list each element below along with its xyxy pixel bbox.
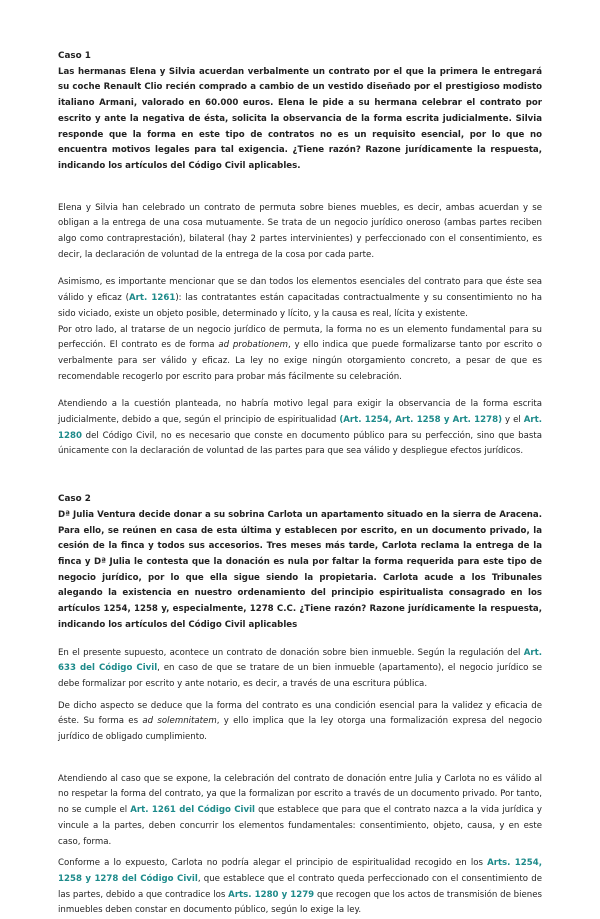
text-segment: , y ello indica que puede formalizarse tanto por escrito o verbalmente para ser válido y eficaz. La ley no exige ningún otorgamiento concreto, a pesar de que es recomendable recogerlo por escrito para probar más fácilmente su celebración. [58, 340, 543, 382]
article-link[interactable]: Arts. 1280 y 1279 [228, 889, 315, 900]
caso1-paragraph-3 [58, 323, 542, 386]
text-segment: En el presente supuesto, acontece un contrato de donación sobre bien inmueble. Según la regulación del [58, 647, 524, 658]
text-segment: que recogen que los actos de transmisión de bienes inmuebles deben constar en documento público, según lo exige la ley. [58, 889, 543, 916]
text-segment: , en caso de que se tratare de un bien inmueble (apartamento), el negocio jurídico se debe formalizar por escrito y ante notario, es decir, a través de una escritura pública. [58, 663, 542, 689]
text-segment: Asimismo, es importante mencionar que se dan todos los elementos esenciales del contrato para que éste sea válido y eficaz ( [58, 277, 542, 304]
article-link[interactable]: Art. 1261 del Código Civil [130, 805, 255, 816]
caso2-title: Caso 2 [58, 494, 91, 505]
text-segment: y el [502, 415, 524, 426]
caso1-title: Caso 1 [58, 51, 91, 61]
article-link[interactable]: Art. 633 del Código Civil [58, 647, 542, 674]
document-content [58, 49, 542, 919]
text-segment: , que establece que el contrato queda perfeccionado con el consentimiento de las partes, debido a que contradice los [58, 873, 543, 900]
text-segment: Por otro lado, al tratarse de un negocio jurídico de permuta, la forma no es un elemento fundamental para su perfección. El contrato es de forma [58, 324, 542, 351]
caso1-paragraph-2 [58, 275, 542, 322]
article-link[interactable]: (Art. 1254, Art. 1258 y Art. 1278) [339, 415, 503, 426]
text-segment: que establece que para que el contrato nazca a la vida jurídica y vincule a la partes, deben concurrir los elementos fundamentales: consentimiento, objeto, causa, y en este caso, forma. [58, 805, 543, 847]
text-segment: Atendiendo al caso que se expone, la celebración del contrato de donación entre Julia y Carlota no es válido al no respetar la forma del contrato, ya que la formalizan por escrito a través de un documento privado. Por tanto, no se cumple el [58, 773, 542, 816]
caso1-paragraph-4 [58, 397, 542, 460]
text-segment: De dicho aspecto se deduce que la forma del contrato es una condición esencial para la validez y eficacia de éste. Su forma es [58, 700, 542, 727]
caso2-paragraph-3 [58, 772, 542, 851]
emphasis-text: ad probationem [218, 340, 288, 351]
article-link[interactable]: Arts. 1254, 1258 y 1278 del Código Civil [58, 858, 542, 884]
caso1-paragraph-1: Elena y Silvia han celebrado un contrato de permuta sobre bienes muebles, es decir, ambas acuerdan y se obligan a la entrega de una cosa mutuamente. Se trata de un negocio jurídico oneroso (ambas partes reciben algo como contraprestación), bilateral (hay 2 partes intervinientes) y perfeccionado con el consentimiento, es decir, la declaración de voluntad de la entrega de la cosa por cada parte. [58, 202, 542, 260]
caso2-paragraph-4 [58, 856, 542, 919]
emphasis-text: ad solemnitatem [142, 716, 217, 727]
text-segment: del Código Civil, no es necesario que conste en documento público para su perfección, sino que basta únicamente con la declaración de voluntad de las partes para que sea válido y despliegue efectos jurídicos. [58, 430, 542, 457]
text-segment: , y ello implica que la ley otorga una formalización expresa del negocio jurídico de obligado cumplimiento. [58, 716, 542, 743]
text-segment: Atendiendo a la cuestión planteada, no habría motivo legal para exigir la observancia de la forma escrita judicialmente, debido a que, según el principio de espiritualidad [58, 399, 542, 426]
caso2-paragraph-1 [58, 646, 542, 693]
caso2-paragraph-2 [58, 699, 542, 746]
text-segment: ): las contratantes están capacitadas contractualmente y su consentimiento no ha sido viciado, existe un objeto posible, determinado y lícito, y la causa es real, lícita y existente. [58, 293, 542, 319]
article-link[interactable]: Art. 1280 [58, 415, 542, 441]
caso2-question: Dª Julia Ventura decide donar a su sobrina Carlota un apartamento situado en la sierra de Aracena. Para ello, se reúnen en casa de esta última y establecen por escrito, en un documento privado, la cesión de la finca y todos sus accesorios. Tres meses más tarde, Carlota reclama la entrega de la finca y Dª Julia le contesta que la donación es nula por faltar la forma requerida para este tipo de negocio jurídico, por lo que ella sigue siendo la propietaria. Carlota acude a los Tribunales alegando la existencia en nuestro ordenamiento del principio espiritualista consagrado en los artículos 1254, 1258 y, especialmente, 1278 C.C. ¿Tiene razón? Razone jurídicamente la respuesta, indicando los artículos del Código Civil aplicables [58, 509, 542, 630]
caso1-question: Las hermanas Elena y Silvia acuerdan verbalmente un contrato por el que la primera le entregará su coche Renault Clio recién comprado a cambio de un vestido diseñado por el prestigioso modisto italiano Armani, valorado en 60.000 euros. Elena le pide a su hermana celebrar el contrato por escrito y ante la negativa de ésta, solicita la observancia de la forma escrita judicialmente. Silvia responde que la forma en este tipo de contratos no es un requisito esencial, por lo que no encuentra motivos legales para tal exigencia. ¿Tiene razón? Razone jurídicamente la respuesta, indicando los artículos del Código Civil aplicables. [58, 66, 542, 171]
article-link[interactable]: Art. 1261 [129, 293, 176, 304]
text-segment: Conforme a lo expuesto, Carlota no podría alegar el principio de espiritualidad recogido en los [58, 858, 488, 869]
